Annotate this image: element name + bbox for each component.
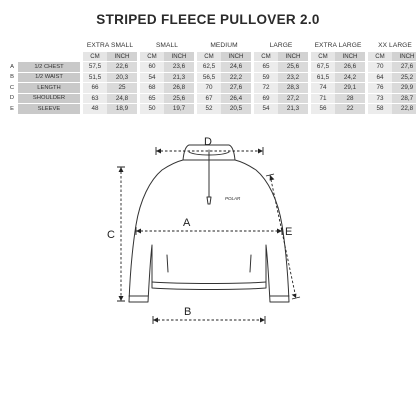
unit-heading: INCH — [107, 52, 137, 62]
zipper-pull — [207, 197, 211, 204]
size-heading: EXTRA SMALL — [86, 42, 134, 50]
size-value-cell: 28,3 — [278, 83, 308, 93]
size-value-cell: 24,8 — [107, 94, 137, 104]
size-value-cell: 18,9 — [107, 104, 137, 114]
size-value-cell: 71 — [311, 94, 335, 104]
size-value-cell: 60 — [140, 62, 164, 72]
row-letter: A — [10, 63, 14, 70]
label-b: B — [184, 306, 192, 318]
size-value-cell: 67 — [197, 94, 221, 104]
size-value-cell: 74 — [311, 83, 335, 93]
size-value-cell: 54 — [140, 73, 164, 83]
size-value-cell: 21,3 — [278, 104, 308, 114]
size-value-cell: 24,2 — [335, 73, 365, 83]
size-value-cell: 73 — [368, 94, 392, 104]
label-a: A — [183, 217, 191, 229]
size-value-cell: 29,9 — [392, 83, 416, 93]
size-value-cell: 61,5 — [311, 73, 335, 83]
size-value-cell: 27,6 — [221, 83, 251, 93]
label-e: E — [285, 226, 293, 238]
size-value-cell: 58 — [368, 104, 392, 114]
size-value-cell: 76 — [368, 83, 392, 93]
waistband-line — [152, 282, 266, 284]
size-heading: EXTRA LARGE — [314, 42, 362, 50]
size-value-cell: 24,6 — [221, 62, 251, 72]
size-value-cell: 25,6 — [278, 62, 308, 72]
size-value-cell: 20,5 — [221, 104, 251, 114]
right-pocket-zip — [250, 255, 251, 272]
size-value-cell: 51,5 — [83, 73, 107, 83]
size-value-cell: 22,8 — [392, 104, 416, 114]
size-value-cell: 59 — [254, 73, 278, 83]
size-value-cell: 56 — [311, 104, 335, 114]
size-value-cell: 64 — [368, 73, 392, 83]
size-value-cell: 27,6 — [392, 62, 416, 72]
row-letter: D — [9, 95, 15, 102]
size-value-cell: 65 — [254, 62, 278, 72]
size-value-cell: 26,4 — [221, 94, 251, 104]
size-value-cell: 52 — [197, 104, 221, 114]
left-pocket-zip — [167, 255, 168, 272]
size-value-cell: 67,5 — [311, 62, 335, 72]
size-value-cell: 48 — [83, 104, 107, 114]
size-value-cell: 26,6 — [335, 62, 365, 72]
size-value-cell: 57,5 — [83, 62, 107, 72]
size-heading: XX LARGE — [378, 42, 412, 50]
label-d: D — [204, 136, 212, 148]
row-letter: E — [10, 105, 14, 112]
size-value-cell: 25,2 — [392, 73, 416, 83]
unit-heading: INCH — [278, 52, 308, 62]
size-value-cell: 70 — [368, 62, 392, 72]
size-value-cell: 23,2 — [278, 73, 308, 83]
unit-heading: CM — [140, 52, 164, 62]
size-value-cell: 27,2 — [278, 94, 308, 104]
size-value-cell: 23,6 — [164, 62, 194, 72]
unit-heading: INCH — [335, 52, 365, 62]
brand-logo-text: POLAR — [225, 196, 241, 201]
unit-heading: INCH — [221, 52, 251, 62]
size-value-cell: 25 — [107, 83, 137, 93]
measurement-label: 1/2 CHEST — [18, 62, 80, 72]
size-value-cell: 20,3 — [107, 73, 137, 83]
measurement-label: LENGTH — [18, 83, 80, 93]
size-value-cell: 63 — [83, 94, 107, 104]
size-heading: LARGE — [269, 42, 293, 50]
size-value-cell: 21,3 — [164, 73, 194, 83]
unit-heading: CM — [311, 52, 335, 62]
size-value-cell: 70 — [197, 83, 221, 93]
size-value-cell: 54 — [254, 104, 278, 114]
size-value-cell: 28 — [335, 94, 365, 104]
size-value-cell: 29,1 — [335, 83, 365, 93]
measurement-label: SLEEVE — [18, 104, 80, 114]
size-value-cell: 25,6 — [164, 94, 194, 104]
size-heading: SMALL — [155, 42, 179, 50]
unit-heading: INCH — [392, 52, 416, 62]
size-value-cell: 72 — [254, 83, 278, 93]
size-value-cell: 22 — [335, 104, 365, 114]
unit-heading: INCH — [164, 52, 194, 62]
size-value-cell: 26,8 — [164, 83, 194, 93]
size-value-cell: 22,6 — [107, 62, 137, 72]
measurement-label: 1/2 WAIST — [18, 73, 80, 83]
unit-heading: CM — [83, 52, 107, 62]
size-value-cell: 22,2 — [221, 73, 251, 83]
size-value-cell: 19,7 — [164, 104, 194, 114]
row-letter: B — [10, 74, 14, 81]
size-heading: MEDIUM — [210, 42, 238, 50]
row-letter: C — [9, 84, 15, 91]
product-title: STRIPED FLEECE PULLOVER 2.0 — [96, 12, 320, 27]
size-value-cell: 50 — [140, 104, 164, 114]
size-value-cell: 28,7 — [392, 94, 416, 104]
size-value-cell: 69 — [254, 94, 278, 104]
unit-heading: CM — [368, 52, 392, 62]
size-value-cell: 62,5 — [197, 62, 221, 72]
unit-heading: CM — [254, 52, 278, 62]
label-c: C — [107, 229, 115, 241]
size-value-cell: 68 — [140, 83, 164, 93]
unit-heading: CM — [197, 52, 221, 62]
size-value-cell: 56,5 — [197, 73, 221, 83]
size-value-cell: 66 — [83, 83, 107, 93]
measurement-label: SHOULDER — [18, 94, 80, 104]
size-value-cell: 65 — [140, 94, 164, 104]
